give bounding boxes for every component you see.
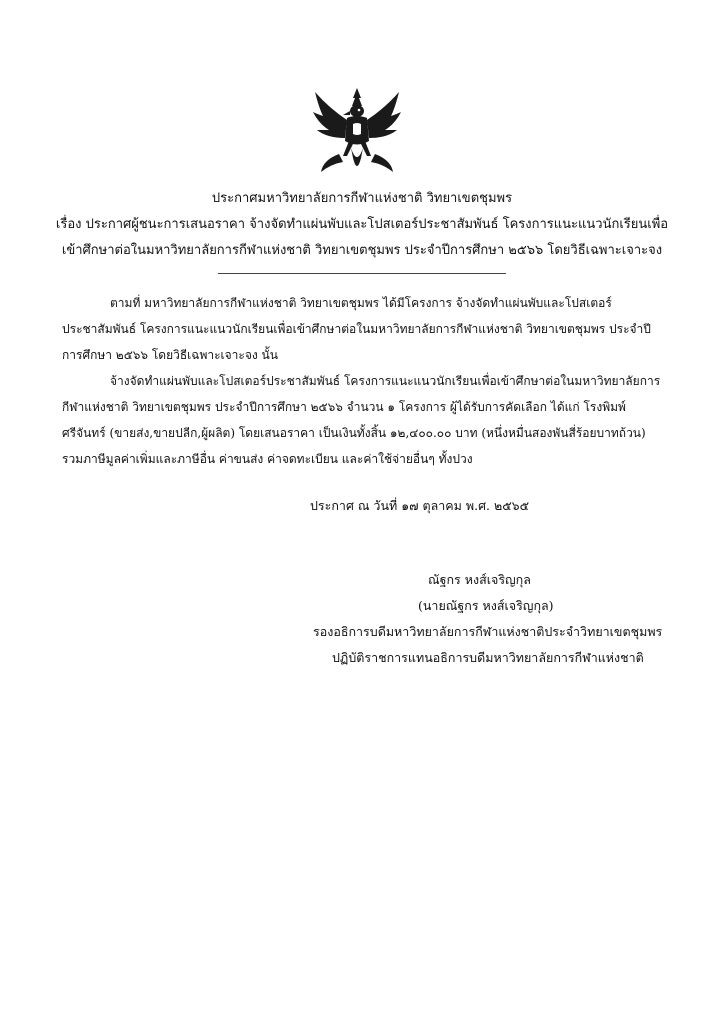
announcement-title: ประกาศมหาวิทยาลัยการกีฬาแห่งชาติ วิทยาเขตชุมพร xyxy=(211,191,513,206)
announcement-subject-continued: เข้าศึกษาต่อในมหาวิทยาลัยการกีฬาแห่งชาติ วิทยาเขตชุมพร ประจำปีการศึกษา ๒๕๖๖ โดยวิธีเฉพาะเจาะจง xyxy=(61,243,663,258)
signature-name: ณัฐกร หงส์เจริญกุล xyxy=(428,572,531,587)
garuda-emblem-icon xyxy=(309,86,405,182)
announcement-date: ประกาศ ณ วันที่ ๑๗ ตุลาคม พ.ศ. ๒๕๖๕ xyxy=(310,498,530,513)
announcement-subject: เรื่อง ประกาศผู้ชนะการเสนอราคา จ้างจัดทำแผ่นพับและโปสเตอร์ประชาสัมพันธ์ โครงการแนะแนวนักเรียนเพื่อ xyxy=(55,217,669,232)
signature-fullname: (นายณัฐกร หงส์เจริญกุล) xyxy=(418,598,554,613)
body-paragraph-2: จ้างจัดทำแผ่นพับและโปสเตอร์ประชาสัมพันธ์ โครงการแนะแนวนักเรียนเพื่อเข้าศึกษาต่อในมหาวิทยาลัยการกีฬาแห่งชาติ วิทยาเขตชุมพร ประจำปีการศึกษา ๒๕๖๖ จำนวน ๑ โครงการ ผู้ได้รับการคัดเลือก ได้แก่ โรงพิมพ์ศรีจันทร์ (ขายส่ง,ขายปลีก,ผู้ผลิต) โดยเสนอราคา เป็นเงินทั้งสิ้น ๑๒,๔๐๐.๐๐ บาท (หนึ่งหมื่นสองพันสี่ร้อยบาทถ้วน) รวมภาษีมูลค่าเพิ่มและภาษีอื่น ค่าขนส่ง ค่าจดทะเบียน และค่าใช้จ่ายอื่นๆ ทั้งปวง xyxy=(62,374,661,466)
divider-line xyxy=(218,273,506,274)
body-paragraph-1: ตามที่ มหาวิทยาลัยการกีฬาแห่งชาติ วิทยาเขตชุมพร ได้มีโครงการ จ้างจัดทำแผ่นพับและโปสเตอร์ประชาสัมพันธ์ โครงการแนะแนวนักเรียนเพื่อเข้าศึกษาต่อในมหาวิทยาลัยการกีฬาแห่งชาติ วิทยาเขตชุมพร ประจำปีการศึกษา ๒๕๖๖ โดยวิธีเฉพาะเจาะจง นั้น xyxy=(62,296,651,362)
signature-position: รองอธิการบดีมหาวิทยาลัยการกีฬาแห่งชาติประจำวิทยาเขตชุมพร xyxy=(313,624,663,639)
signature-acting-position: ปฏิบัติราชการแทนอธิการบดีมหาวิทยาลัยการกีฬาแห่งชาติ xyxy=(332,650,644,665)
